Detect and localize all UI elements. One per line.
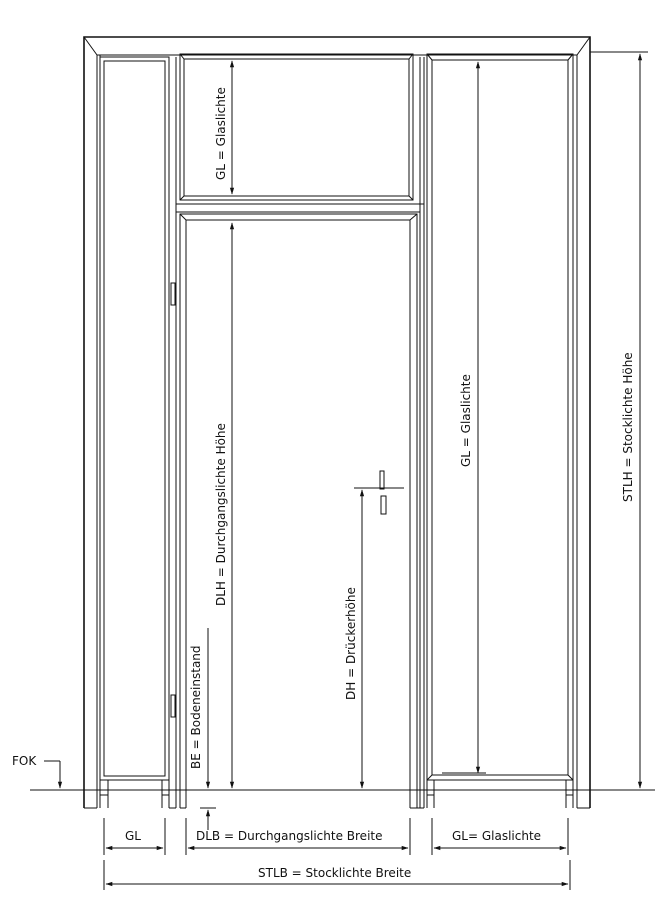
left-glass-width-dimension [104, 818, 165, 855]
fok-marker [12, 754, 60, 788]
left-side-panel [100, 55, 169, 808]
be-label: BE = Bodeneinstand [189, 645, 203, 769]
dlh-label: DLH = Durchgangslichte Höhe [214, 423, 228, 606]
dlb-dimension [186, 818, 410, 855]
top-glass-height-label: GL = Glaslichte [214, 87, 228, 180]
right-glass-width-label: GL= Glaslichte [452, 829, 542, 843]
dlh-dimension [214, 223, 232, 788]
stlb-dimension [104, 860, 570, 890]
dh-label: DH = Drückerhöhe [344, 587, 358, 700]
dlb-label: DLB = Durchgangslichte Breite [196, 829, 383, 843]
dh-dimension [344, 488, 404, 788]
door-handle [380, 471, 386, 514]
outer-frame [84, 37, 590, 808]
right-glass-width-dimension [432, 818, 568, 855]
stlb-label: STLB = Stocklichte Breite [258, 866, 412, 880]
right-side-panel [427, 54, 573, 808]
right-glass-height-dimension [442, 62, 486, 773]
hinge-bottom [171, 695, 175, 717]
be-dimension [189, 628, 216, 830]
right-mullion [417, 57, 424, 808]
hinge-top [171, 283, 175, 305]
left-glass-width-label: GL [125, 829, 141, 843]
stlh-dimension [590, 52, 648, 788]
fok-label: FOK [12, 754, 37, 768]
stlh-label: STLH = Stocklichte Höhe [621, 352, 635, 502]
right-glass-height-label: GL = Glaslichte [459, 374, 473, 467]
top-glass-height-dimension [214, 61, 232, 194]
transom-bar [176, 204, 424, 212]
